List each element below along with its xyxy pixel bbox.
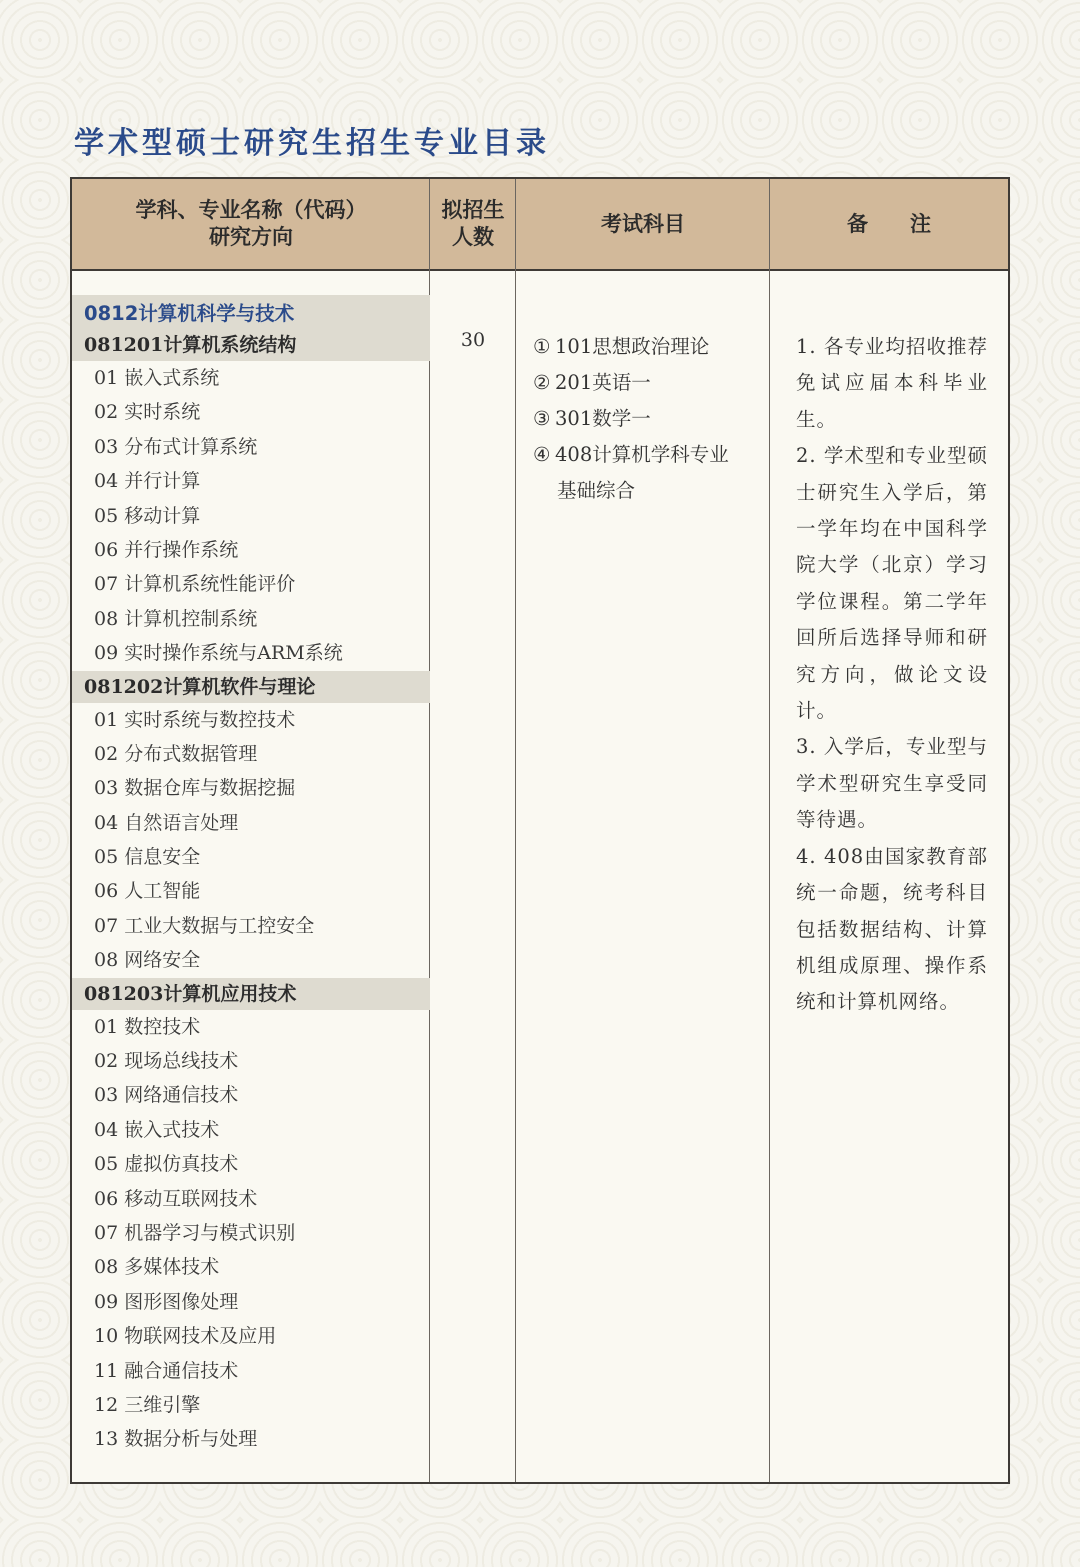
direction-item: 05 信息安全 — [94, 846, 201, 869]
direction-item: 12 三维引擎 — [94, 1393, 201, 1416]
direction-item: 08 网络安全 — [94, 949, 201, 972]
direction-item: 05 移动计算 — [94, 504, 201, 527]
direction-item: 01 数控技术 — [94, 1015, 201, 1038]
table-header — [72, 179, 1008, 271]
direction-item: 07 计算机系统性能评价 — [94, 573, 296, 596]
subject-number: ① — [533, 335, 551, 358]
note-item: 3. 入学后，专业型与学术型研究生享受同等待遇。 — [796, 735, 988, 832]
direction-item: 06 人工智能 — [94, 880, 201, 903]
direction-item: 05 虚拟仿真技术 — [94, 1153, 239, 1176]
subject-text: 301数学一 — [555, 407, 651, 430]
direction-item: 04 自然语言处理 — [94, 811, 239, 834]
direction-item: 03 分布式计算系统 — [94, 435, 258, 458]
direction-item: 08 计算机控制系统 — [94, 607, 258, 630]
direction-item: 11 融合通信技术 — [94, 1359, 239, 1382]
direction-item: 08 多媒体技术 — [94, 1256, 220, 1279]
page-title: 学术型硕士研究生招生专业目录 — [74, 126, 550, 161]
major-row: 081202计算机软件与理论 — [72, 671, 430, 703]
direction-item: 04 并行计算 — [94, 470, 201, 493]
discipline-row: 0812计算机科学与技术 — [72, 295, 430, 329]
subject-number: ③ — [533, 407, 551, 430]
direction-item: 06 并行操作系统 — [94, 538, 239, 561]
direction-item: 09 实时操作系统与ARM系统 — [94, 642, 343, 665]
subject-number: ② — [533, 371, 551, 394]
header-notes: 备 注 — [847, 211, 931, 236]
direction-item: 04 嵌入式技术 — [94, 1118, 220, 1141]
enrollment-count: 30 — [460, 329, 486, 351]
direction-item: 01 实时系统与数控技术 — [94, 708, 296, 731]
note-item: 1. 各专业均招收推荐免试应届本科毕业生。 — [796, 335, 988, 431]
direction-item: 02 现场总线技术 — [94, 1050, 239, 1073]
subject-text: 101思想政治理论 — [555, 335, 710, 358]
direction-item: 10 物联网技术及应用 — [94, 1325, 277, 1348]
direction-item: 01 嵌入式系统 — [94, 367, 220, 389]
major-row: 081201计算机系统结构 — [72, 329, 430, 361]
direction-item: 02 分布式数据管理 — [94, 742, 258, 765]
subject-text: 408计算机学科专业 — [555, 443, 729, 466]
header-exam-subjects: 考试科目 — [601, 211, 685, 236]
subject-text-continuation: 基础综合 — [557, 479, 636, 502]
direction-item: 07 机器学习与模式识别 — [94, 1221, 296, 1244]
direction-item: 07 工业大数据与工控安全 — [94, 914, 315, 937]
subject-number: ④ — [533, 443, 551, 466]
direction-item: 03 数据仓库与数据挖掘 — [94, 777, 296, 800]
direction-item: 09 图形图像处理 — [94, 1290, 239, 1313]
direction-item: 06 移动互联网技术 — [94, 1187, 258, 1210]
direction-item: 13 数据分析与处理 — [94, 1428, 258, 1451]
header-major-name: 学科、专业名称（代码） 研究方向 — [135, 198, 367, 249]
major-column — [72, 271, 430, 1457]
note-item: 4. 408由国家教育部统一命题，统考科目包括数据结构、计算机组成原理、操作系统和计算机网络。 — [796, 844, 988, 1014]
exam-subject-item — [530, 401, 770, 437]
header-enrollment: 拟招生 人数 — [441, 198, 505, 249]
direction-item: 03 网络通信技术 — [94, 1084, 239, 1107]
exam-subject-item — [530, 437, 770, 473]
table-body — [72, 271, 1008, 1482]
major-row: 081203计算机应用技术 — [72, 978, 430, 1010]
catalog-table — [70, 177, 1010, 1484]
notes-column — [796, 329, 988, 1021]
exam-subject-item — [530, 365, 770, 401]
direction-item: 02 实时系统 — [94, 401, 201, 424]
note-item: 2. 学术型和专业型硕士研究生入学后，第一学年均在中国科学院大学（北京）学习学位课程。第二学年回所后选择导师和研究方向，做论文设计。 — [796, 444, 988, 723]
exam-subjects-column — [530, 329, 770, 509]
exam-subject-item — [530, 329, 770, 365]
subject-text: 201英语一 — [555, 371, 651, 394]
